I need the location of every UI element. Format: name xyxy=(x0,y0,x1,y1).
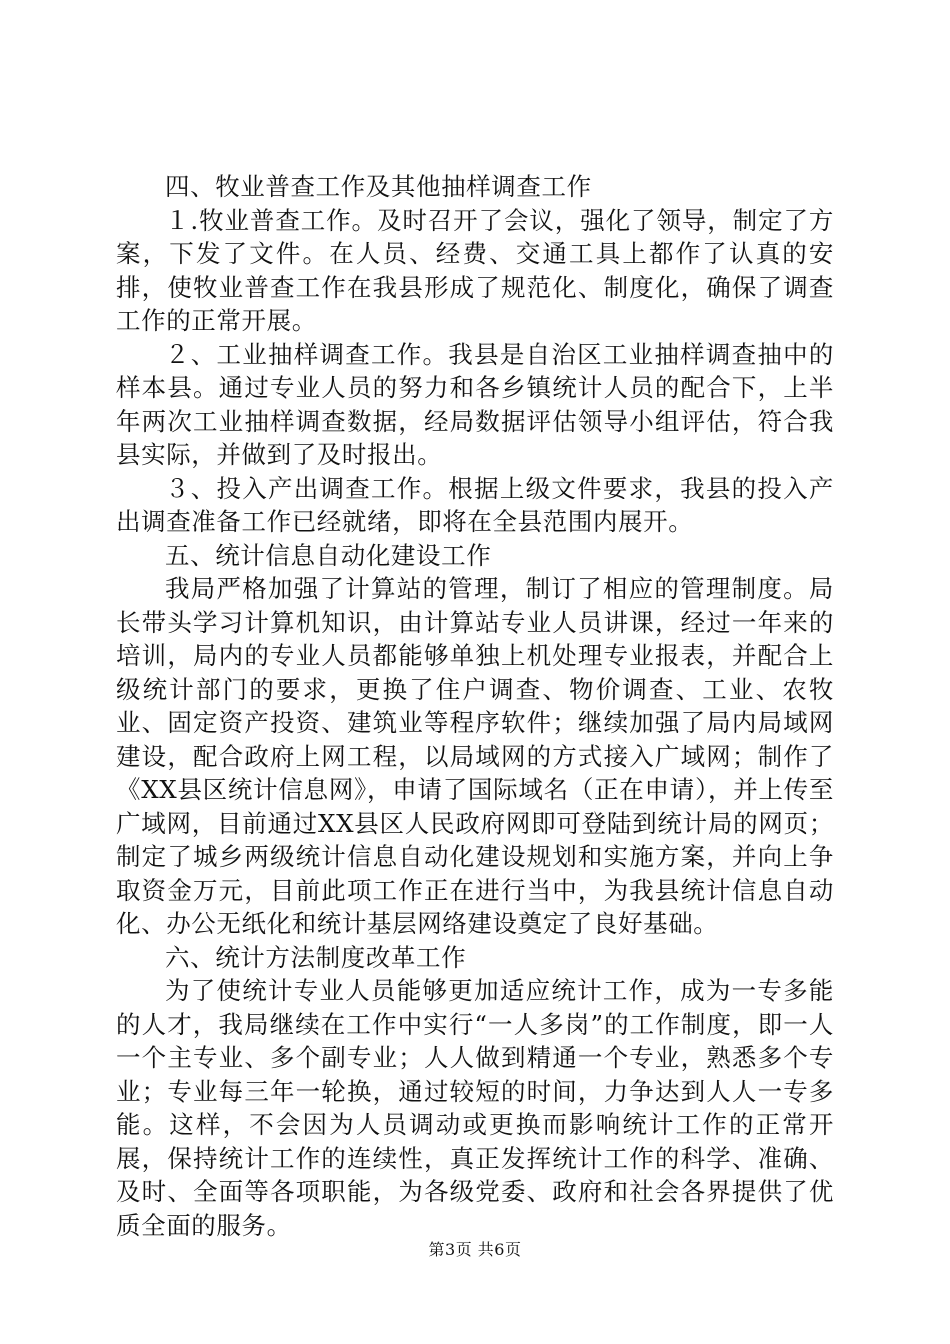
paragraph-info-automation: 我局严格加强了计算站的管理，制订了相应的管理制度。局长带头学习计算机知识，由计算站专业人员讲课，经过一年来的培训，局内的专业人员都能够单独上机处理专业报表，并配合上级统计部门的要求，更换了住户调查、物价调查、工业、农牧业、固定资产投资、建筑业等程序软件；继续加强了局内局域网建设，配合政府上网工程，以局域网的方式接入广域网；制作了《XX县区统计信息网》，申请了国际域名（正在申请），并上传至广域网，目前通过XX县区人民政府网即可登陆到统计局的网页；制定了城乡两级统计信息自动化建设规划和实施方案，并向上争取资金万元，目前此项工作正在进行当中，为我县统计信息自动化、办公无纸化和统计基层网络建设奠定了良好基础。 xyxy=(116,574,834,938)
page-footer: 第3页 共6页 xyxy=(428,1240,522,1259)
paragraph-method-reform: 为了使统计专业人员能够更加适应统计工作，成为一专多能的人才，我局继续在工作中实行“一人多岗”的工作制度，即一人一个主专业、多个副专业；人人做到精通一个专业，熟悉多个专业；专业每三年一轮换，通过较短的时间，力争达到人人一专多能。这样，不会因为人员调动或更换而影响统计工作的正常开展，保持统计工作的连续性，真正发挥统计工作的科学、准确、及时、全面等各项职能，为各级党委、政府和社会各界提供了优质全面的服务。 xyxy=(116,976,834,1240)
section-heading-6: 六、统计方法制度改革工作 xyxy=(165,942,467,972)
section-heading-5: 五、统计信息自动化建设工作 xyxy=(165,540,492,570)
section-heading-4: 四、牧业普查工作及其他抽样调查工作 xyxy=(165,172,592,201)
paragraph-input-output-survey: ３、投入产出调查工作。根据上级文件要求，我县的投入产出调查准备工作已经就绪，即将在全县范围内展开。 xyxy=(116,473,834,536)
document-body xyxy=(116,170,834,1242)
paragraph-industrial-sampling: ２、工业抽样调查工作。我县是自治区工业抽样调查抽中的样本县。通过专业人员的努力和各乡镇统计人员的配合下，上半年两次工业抽样调查数据，经局数据评估领导小组评估，符合我县实际，并做到了及时报出。 xyxy=(116,339,834,469)
paragraph-livestock-census: １.牧业普查工作。及时召开了会议，强化了领导，制定了方案，下发了文件。在人员、经费、交通工具上都作了认真的安排，使牧业普查工作在我县形成了规范化、制度化，确保了调查工作的正常开展。 xyxy=(116,205,834,335)
